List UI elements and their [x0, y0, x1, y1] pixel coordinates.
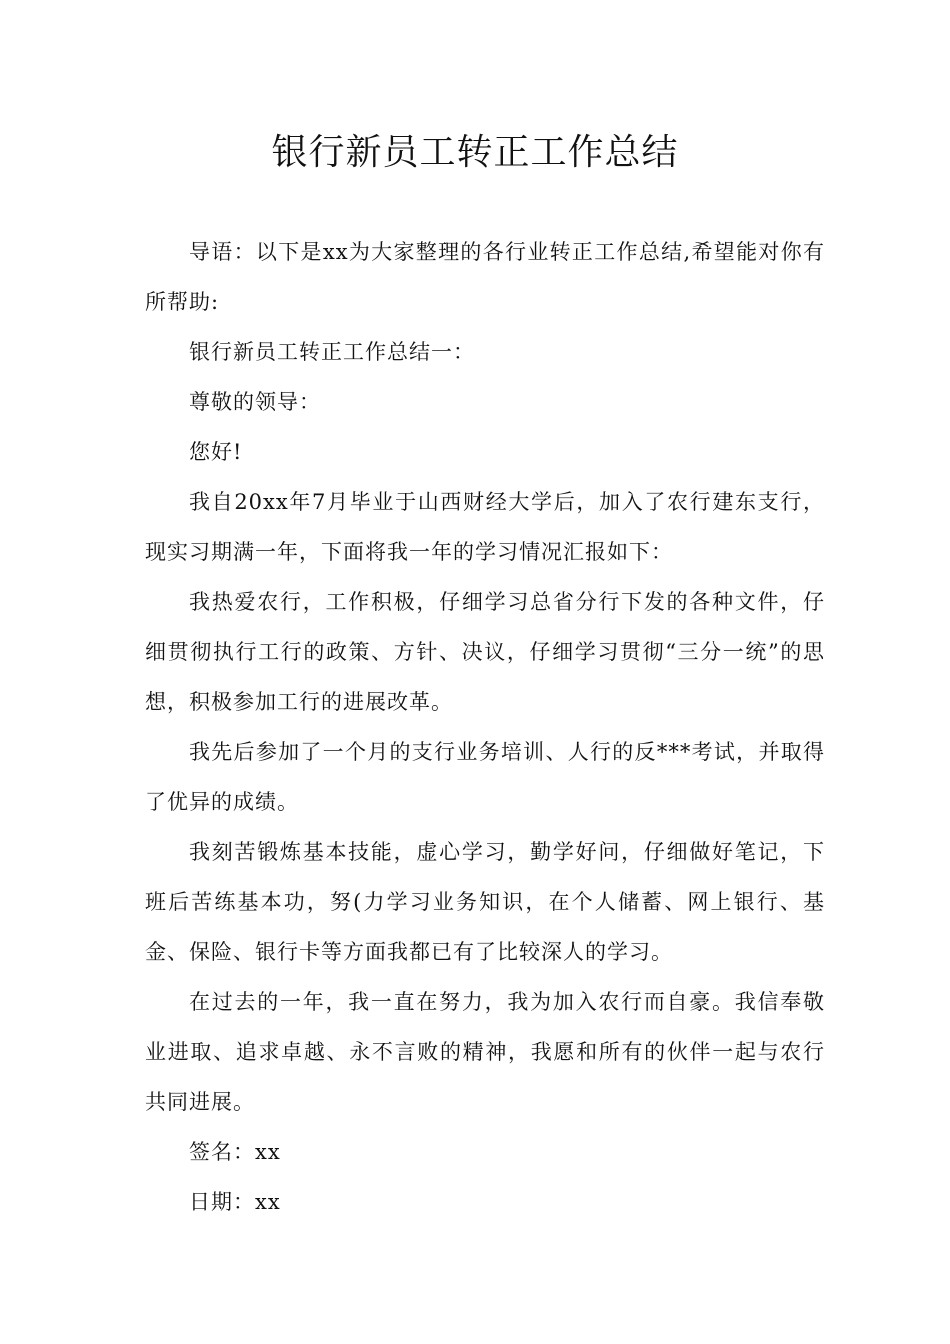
intro-paragraph: 导语：以下是xx为大家整理的各行业转正工作总结,希望能对你有所帮助: — [145, 240, 825, 314]
date-line: 日期：xx — [189, 1190, 281, 1214]
body-paragraph: 我先后参加了一个月的支行业务培训、人行的反***考试，并取得了优异的成绩。 — [145, 740, 825, 814]
salutation: 尊敬的领导： — [189, 390, 321, 414]
greeting: 您好! — [189, 440, 243, 464]
body-paragraph: 我刻苦锻炼基本技能，虚心学习，勤学好问，仔细做好笔记，下班后苦练基本功，努(力学习业务知识，在个人储蓄、网上银行、基金、保险、银行卡等方面我都已有了比较深人的学习。 — [145, 840, 825, 964]
section-heading: 银行新员工转正工作总结一： — [189, 340, 475, 364]
body-paragraph: 我热爱农行，工作积极，仔细学习总省分行下发的各种文件，仔细贯彻执行工行的政策、方针、决议，仔细学习贯彻“三分一统”的思想，积极参加工行的进展改革。 — [145, 590, 825, 714]
body-paragraph: 我自20xx年7月毕业于山西财经大学后，加入了农行建东支行，现实习期满一年，下面将我一年的学习情况汇报如下： — [145, 490, 825, 564]
signature-line: 签名：xx — [189, 1140, 281, 1164]
body-paragraph: 在过去的一年，我一直在努力，我为加入农行而自豪。我信奉敬业进取、追求卓越、永不言败的精神，我愿和所有的伙伴一起与农行共同进展。 — [145, 990, 825, 1114]
document-title: 银行新员工转正工作总结 — [271, 132, 679, 173]
document-body — [145, 227, 825, 1227]
